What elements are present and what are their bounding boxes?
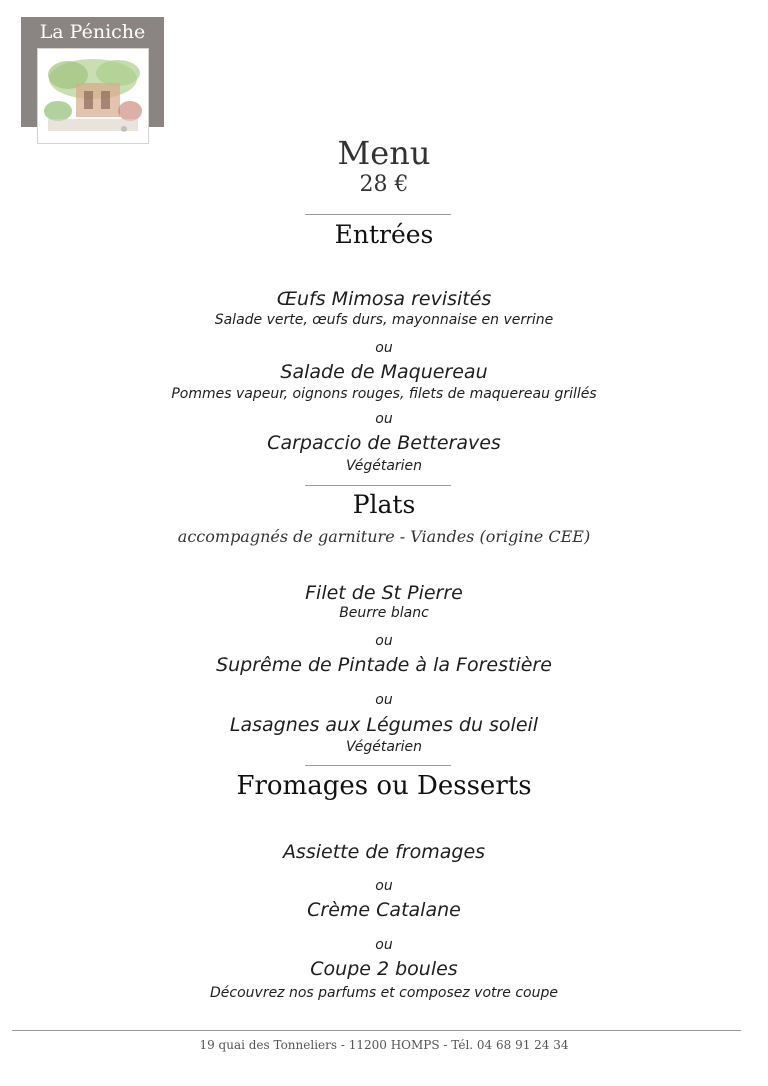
section-heading-desserts: Fromages ou Desserts (236, 771, 532, 801)
footer-address: 19 quai des Tonneliers - 11200 HOMPS - Tél. 04 68 91 24 34 (199, 1038, 569, 1052)
dish-description: Pommes vapeur, oignons rouges, filets de maquereau grillés (171, 386, 597, 402)
section-note: accompagnés de garniture - Viandes (origine CEE) (177, 527, 591, 546)
divider (305, 214, 451, 215)
dish-name: Lasagnes aux Légumes du soleil (229, 714, 539, 736)
dish-description: Végétarien (345, 458, 423, 474)
separator-ou: ou (375, 411, 393, 427)
dish-name: Assiette de fromages (282, 841, 486, 863)
separator-ou: ou (375, 340, 393, 356)
logo-name: La Péniche (39, 21, 146, 43)
dish-description: Découvrez nos parfums et composez votre coupe (210, 985, 558, 1001)
dish-name: Coupe 2 boules (310, 958, 458, 980)
dish-description: Beurre blanc (339, 605, 429, 621)
dish-description: Végétarien (345, 739, 423, 755)
dish-name: Suprême de Pintade à la Forestière (216, 654, 552, 676)
section-heading-entrees: Entrées (334, 220, 434, 249)
dish-description: Salade verte, œufs durs, mayonnaise en verrine (214, 312, 554, 328)
separator-ou: ou (375, 633, 393, 649)
footer-divider (12, 1030, 741, 1031)
menu-price: 28 € (359, 172, 409, 197)
separator-ou: ou (375, 692, 393, 708)
dish-name: Salade de Maquereau (280, 361, 488, 383)
dish-name: Crème Catalane (307, 899, 461, 921)
separator-ou: ou (375, 878, 393, 894)
dish-name: Œufs Mimosa revisités (276, 288, 492, 310)
separator-ou: ou (375, 937, 393, 953)
section-heading-plats: Plats (352, 490, 416, 519)
divider (305, 765, 451, 766)
divider (305, 485, 451, 486)
dish-name: Carpaccio de Betteraves (267, 432, 501, 454)
dish-name: Filet de St Pierre (305, 582, 463, 604)
menu-title: Menu (337, 134, 431, 172)
